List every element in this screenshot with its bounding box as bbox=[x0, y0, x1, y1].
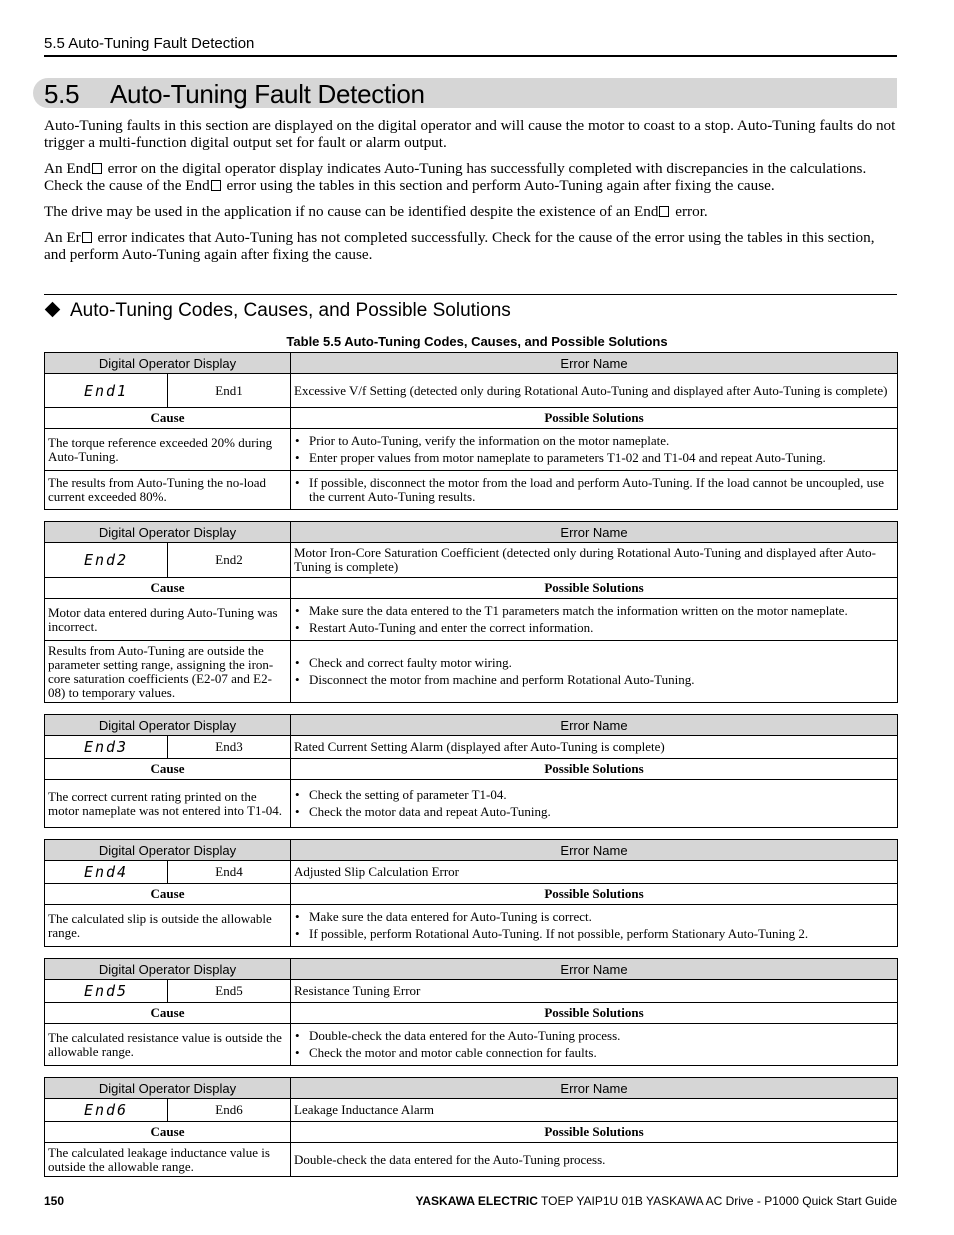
fault-code: End2 bbox=[168, 543, 291, 578]
digital-operator-display-header: Digital Operator Display bbox=[45, 522, 291, 543]
solution-text: Double-check the data entered for the Auto-Tuning process. bbox=[294, 1151, 606, 1167]
error-name-header: Error Name bbox=[291, 353, 898, 374]
intro-p4-part-b: error indicates that Auto-Tuning has not completed successfully. Check for the cause of the error using the tables in this section, and perform Auto-Tuning again after fixing the cause. bbox=[44, 229, 875, 263]
cause-header: Cause bbox=[45, 578, 291, 599]
operator-display-code: End1 bbox=[45, 374, 168, 408]
fault-table-end4 bbox=[44, 839, 898, 947]
blank-digit-box-icon bbox=[82, 232, 92, 243]
footer-brand: YASKAWA ELECTRIC bbox=[415, 1194, 538, 1208]
blank-digit-box-icon bbox=[659, 206, 669, 217]
digital-operator-display-header: Digital Operator Display bbox=[45, 353, 291, 374]
solution-list bbox=[294, 788, 894, 819]
cause-header: Cause bbox=[45, 1122, 291, 1143]
possible-solutions-header: Possible Solutions bbox=[291, 1003, 898, 1024]
solution-list bbox=[294, 656, 894, 687]
solution-item: • Enter proper values from motor nameplate to parameters T1-02 and T1-04 and repeat Auto-Tuning. bbox=[294, 451, 894, 465]
solution-item: • Disconnect the motor from machine and perform Rotational Auto-Tuning. bbox=[294, 673, 894, 687]
error-name: Rated Current Setting Alarm (displayed after Auto-Tuning is complete) bbox=[291, 736, 898, 759]
possible-solutions-cell bbox=[291, 641, 898, 703]
possible-solutions-cell bbox=[291, 1143, 898, 1177]
intro-p3-part-b: error. bbox=[671, 203, 708, 220]
cause-header: Cause bbox=[45, 884, 291, 905]
cause-text: Motor data entered during Auto-Tuning was incorrect. bbox=[45, 599, 291, 641]
solution-item: • Make sure the data entered for Auto-Tuning is correct. bbox=[294, 910, 894, 924]
intro-p2-part-b: error on the digital operator display indicates Auto-Tuning has successfully completed with discrepancies in the calculations. Check the cause of the End bbox=[44, 160, 867, 194]
error-name-header: Error Name bbox=[291, 522, 898, 543]
operator-display-code: End4 bbox=[45, 861, 168, 884]
fault-code: End6 bbox=[168, 1099, 291, 1122]
blank-digit-box-icon bbox=[92, 163, 102, 174]
possible-solutions-header: Possible Solutions bbox=[291, 1122, 898, 1143]
table-caption: Table 5.5 Auto-Tuning Codes, Causes, and Possible Solutions bbox=[286, 334, 668, 349]
cause-header: Cause bbox=[45, 1003, 291, 1024]
solution-item: • Restart Auto-Tuning and enter the correct information. bbox=[294, 621, 894, 635]
footer-title bbox=[415, 1194, 897, 1208]
possible-solutions-header: Possible Solutions bbox=[291, 884, 898, 905]
cause-row bbox=[45, 471, 898, 510]
possible-solutions-cell bbox=[291, 905, 898, 947]
section-title bbox=[44, 79, 425, 109]
error-name: Adjusted Slip Calculation Error bbox=[291, 861, 898, 884]
cause-row bbox=[45, 1024, 898, 1066]
possible-solutions-cell bbox=[291, 599, 898, 641]
fault-table-end3 bbox=[44, 714, 898, 828]
solution-item: • Check the setting of parameter T1-04. bbox=[294, 788, 894, 802]
header-rule bbox=[44, 55, 897, 57]
possible-solutions-header: Possible Solutions bbox=[291, 408, 898, 429]
digital-operator-display-header: Digital Operator Display bbox=[45, 840, 291, 861]
fault-code: End1 bbox=[168, 374, 291, 408]
footer-doc-title: TOEP YAIP1U 01B YASKAWA AC Drive - P1000 Quick Start Guide bbox=[537, 1194, 897, 1208]
cause-text: The calculated resistance value is outside the allowable range. bbox=[45, 1024, 291, 1066]
intro-p3-part-a: The drive may be used in the application if no cause can be identified despite the existence of an End bbox=[44, 203, 659, 220]
digital-operator-display-header: Digital Operator Display bbox=[45, 959, 291, 980]
page-number: 150 bbox=[44, 1194, 65, 1208]
solution-list bbox=[294, 604, 894, 635]
fault-code: End4 bbox=[168, 861, 291, 884]
solution-item: • If possible, disconnect the motor from the load and perform Auto-Tuning. If the load cannot be uncoupled, use the current Auto-Tuning results. bbox=[294, 476, 894, 504]
possible-solutions-header: Possible Solutions bbox=[291, 578, 898, 599]
solution-item: • Double-check the data entered for the Auto-Tuning process. bbox=[294, 1029, 894, 1043]
cause-header: Cause bbox=[45, 408, 291, 429]
error-name: Leakage Inductance Alarm bbox=[291, 1099, 898, 1122]
intro-p2-part-c: error using the tables in this section and perform Auto-Tuning again after fixing the cause. bbox=[222, 177, 775, 194]
solution-list bbox=[294, 434, 894, 465]
operator-display-code: End6 bbox=[45, 1099, 168, 1122]
cause-text: The correct current rating printed on the motor nameplate was not entered into T1-04. bbox=[45, 780, 291, 828]
blank-digit-box-icon bbox=[211, 180, 221, 191]
cause-text: The torque reference exceeded 20% during Auto-Tuning. bbox=[45, 429, 291, 471]
possible-solutions-cell bbox=[291, 780, 898, 828]
solution-list bbox=[294, 476, 894, 504]
error-name-header: Error Name bbox=[291, 959, 898, 980]
section-number: 5.5 bbox=[44, 79, 80, 109]
cause-row bbox=[45, 780, 898, 828]
cause-text: Results from Auto-Tuning are outside the parameter setting range, assigning the iron-core saturation coefficients (E2-07 and E2-08) to temporary values. bbox=[45, 641, 291, 703]
solution-list bbox=[294, 1029, 894, 1060]
error-name-header: Error Name bbox=[291, 1078, 898, 1099]
error-name: Excessive V/f Setting (detected only during Rotational Auto-Tuning and displayed after Auto-Tuning is complete) bbox=[291, 374, 898, 408]
solution-item: • Make sure the data entered to the T1 parameters match the information written on the motor nameplate. bbox=[294, 604, 894, 618]
cause-header: Cause bbox=[45, 759, 291, 780]
possible-solutions-cell bbox=[291, 429, 898, 471]
operator-display-code: End2 bbox=[45, 543, 168, 578]
solution-item: • Prior to Auto-Tuning, verify the information on the motor nameplate. bbox=[294, 434, 894, 448]
solution-list bbox=[294, 910, 894, 941]
error-name-header: Error Name bbox=[291, 840, 898, 861]
possible-solutions-cell bbox=[291, 471, 898, 510]
cause-row bbox=[45, 1143, 898, 1177]
intro-text bbox=[44, 117, 898, 272]
digital-operator-display-header: Digital Operator Display bbox=[45, 1078, 291, 1099]
running-header: 5.5 Auto-Tuning Fault Detection bbox=[44, 35, 255, 52]
cause-row bbox=[45, 599, 898, 641]
fault-code: End5 bbox=[168, 980, 291, 1003]
cause-text: The calculated slip is outside the allowable range. bbox=[45, 905, 291, 947]
solution-item: • Check the motor data and repeat Auto-Tuning. bbox=[294, 805, 894, 819]
intro-paragraph-2 bbox=[44, 160, 898, 194]
operator-display-code: End5 bbox=[45, 980, 168, 1003]
cause-row bbox=[45, 429, 898, 471]
fault-table-end5 bbox=[44, 958, 898, 1066]
operator-display-code: End3 bbox=[45, 736, 168, 759]
fault-table-end6 bbox=[44, 1077, 898, 1177]
intro-paragraph-4 bbox=[44, 229, 898, 263]
cause-text: The calculated leakage inductance value is outside the allowable range. bbox=[45, 1143, 291, 1177]
fault-table-end2 bbox=[44, 521, 898, 703]
solution-item: • If possible, perform Rotational Auto-Tuning. If not possible, perform Stationary Auto-Tuning 2. bbox=[294, 927, 894, 941]
fault-table-end1 bbox=[44, 352, 898, 510]
section-title-text: Auto-Tuning Fault Detection bbox=[110, 79, 425, 109]
subsection-rule bbox=[44, 294, 897, 295]
intro-p2-part-a: An End bbox=[44, 160, 91, 177]
fault-tables bbox=[44, 352, 897, 1188]
solution-item: • Check the motor and motor cable connection for faults. bbox=[294, 1046, 894, 1060]
digital-operator-display-header: Digital Operator Display bbox=[45, 715, 291, 736]
cause-row bbox=[45, 641, 898, 703]
possible-solutions-cell bbox=[291, 1024, 898, 1066]
subsection-heading bbox=[44, 300, 511, 322]
intro-paragraph-1: Auto-Tuning faults in this section are displayed on the digital operator and will cause the motor to coast to a stop. Auto-Tuning faults do not trigger a multi-function digital output set for fault or alarm output. bbox=[44, 117, 896, 151]
possible-solutions-header: Possible Solutions bbox=[291, 759, 898, 780]
subsection-title: Auto-Tuning Codes, Causes, and Possible Solutions bbox=[70, 300, 511, 321]
fault-code: End3 bbox=[168, 736, 291, 759]
intro-paragraph-3 bbox=[44, 203, 898, 220]
solution-item: • Check and correct faulty motor wiring. bbox=[294, 656, 894, 670]
error-name-header: Error Name bbox=[291, 715, 898, 736]
error-name: Motor Iron-Core Saturation Coefficient (detected only during Rotational Auto-Tuning and displayed after Auto-Tuning is complete) bbox=[291, 543, 898, 578]
cause-row bbox=[45, 905, 898, 947]
intro-p4-part-a: An Er bbox=[44, 229, 81, 246]
error-name: Resistance Tuning Error bbox=[291, 980, 898, 1003]
diamond-bullet-icon bbox=[45, 302, 61, 318]
cause-text: The results from Auto-Tuning the no-load current exceeded 80%. bbox=[45, 471, 291, 510]
